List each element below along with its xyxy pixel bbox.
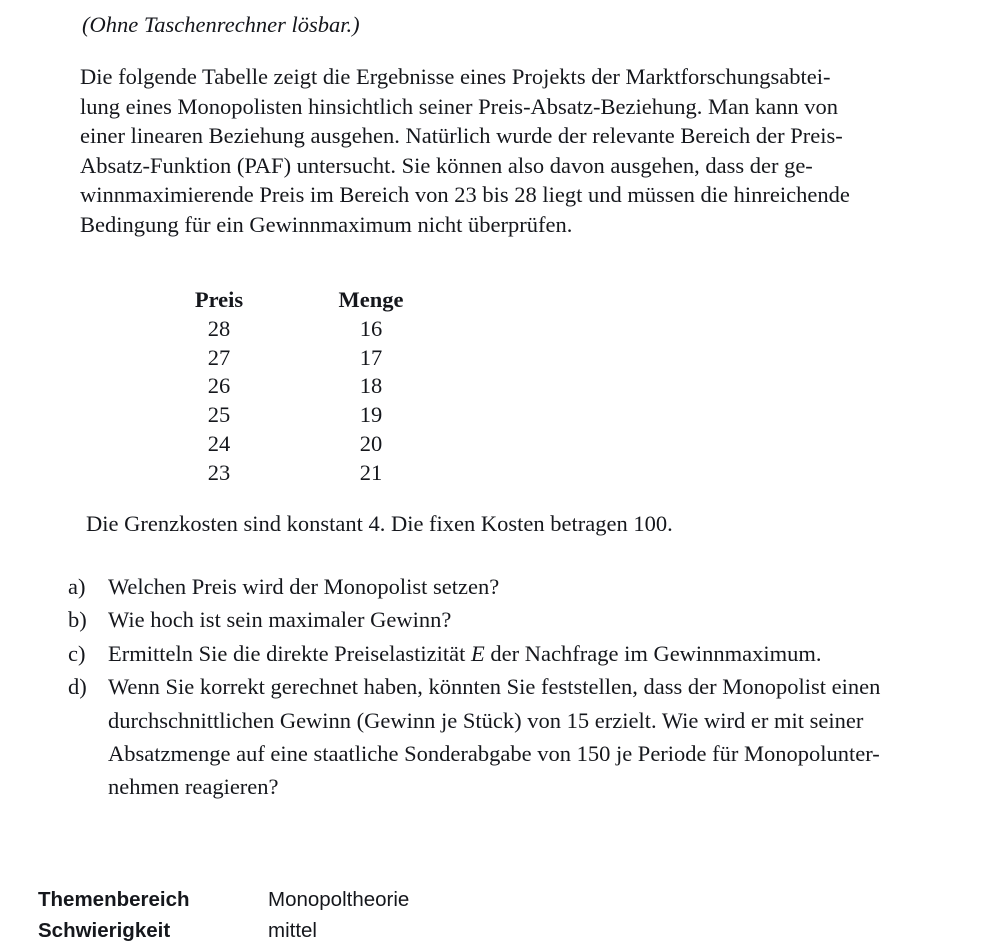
question-item-a [68,570,983,603]
question-line: Wie hoch ist sein maximaler Gewinn? [108,607,452,633]
question-item-d [68,670,983,804]
question-line: Wenn Sie korrekt gerechnet haben, könnten Sie feststellen, dass der Monopolist einen [108,674,881,700]
cell-menge: 19 [359,402,383,428]
table-row [168,344,428,373]
question-line: Welchen Preis wird der Monopolist setzen? [108,574,500,599]
cell-menge: 18 [359,373,383,399]
intro-line: Bedingung für ein Gewinnmaximum nicht überprüfen. [80,211,573,237]
calculator-note: (Ohne Taschenrechner lösbar.) [82,12,360,37]
table-row [168,430,428,459]
question-marker: c) [68,640,86,666]
question-text [108,603,983,636]
elasticity-symbol: E [471,640,485,666]
intro-line: winnmaximierende Preis im Bereich von 23 bis 28 liegt und müssen die hinreichende [80,182,850,208]
intro-paragraph [80,62,978,240]
costs-line: Die Grenzkosten sind konstant 4. Die fixen Kosten betragen 100. [86,511,673,536]
intro-line: Die folgende Tabelle zeigt die Ergebnisse eines Projekts der Marktforschungsabtei- [80,64,831,89]
metadata-row-topic [38,884,409,915]
table-spacer [270,286,320,315]
cell-preis: 23 [207,459,231,485]
intro-line: lung eines Monopolisten hinsichtlich seiner Preis-Absatz-Beziehung. Man kann von [80,93,838,119]
cell-preis: 27 [207,344,231,370]
table-spacer [270,315,320,344]
question-item-c [68,637,983,670]
question-line: nehmen reagieren? [108,774,279,800]
table-spacer [270,430,320,459]
question-marker: a) [68,574,86,599]
question-text-before: Ermitteln Sie die direkte Preiselastizität [108,640,472,666]
table-spacer [270,459,320,488]
question-marker: d) [68,674,87,700]
table-row [168,315,428,344]
cell-preis: 26 [207,373,231,399]
question-line: Absatzmenge auf eine staatliche Sonderabgabe von 150 je Periode für Monopolunter- [108,741,880,767]
question-list [68,570,983,804]
question-line [108,637,983,670]
question-marker: b) [68,607,87,633]
cell-menge: 21 [359,459,383,485]
metadata-block [38,884,409,946]
cell-menge: 17 [359,344,383,370]
cell-menge: 16 [359,315,383,341]
table-spacer [270,372,320,401]
column-header-preis: Preis [194,287,244,312]
intro-line: Absatz-Funktion (PAF) untersucht. Sie können also davon ausgehen, dass der ge- [80,152,813,178]
column-header-menge: Menge [338,287,404,312]
question-text [108,670,983,804]
metadata-label: Schwierigkeit [38,919,171,942]
cell-preis: 28 [207,315,231,341]
metadata-value: Monopoltheorie [268,888,410,911]
cell-preis: 24 [207,430,231,456]
metadata-row-difficulty [38,915,409,946]
table-spacer [270,344,320,373]
table-row [168,459,428,488]
question-item-b [68,603,983,636]
price-quantity-table [168,286,428,488]
intro-line: einer linearen Beziehung ausgehen. Natürlich wurde der relevante Bereich der Preis- [80,123,843,149]
cell-preis: 25 [207,402,231,428]
question-text-after: der Nachfrage im Gewinnmaximum. [484,640,822,666]
question-text [108,570,983,603]
table-row [168,372,428,401]
table-header-row [168,286,428,315]
metadata-value: mittel [268,919,317,942]
question-text [108,637,983,670]
table-spacer [270,401,320,430]
table-row [168,401,428,430]
cell-menge: 20 [359,430,383,456]
metadata-label: Themenbereich [38,888,190,911]
question-line: durchschnittlichen Gewinn (Gewinn je Stück) von 15 erzielt. Wie wird er mit seiner [108,707,864,733]
